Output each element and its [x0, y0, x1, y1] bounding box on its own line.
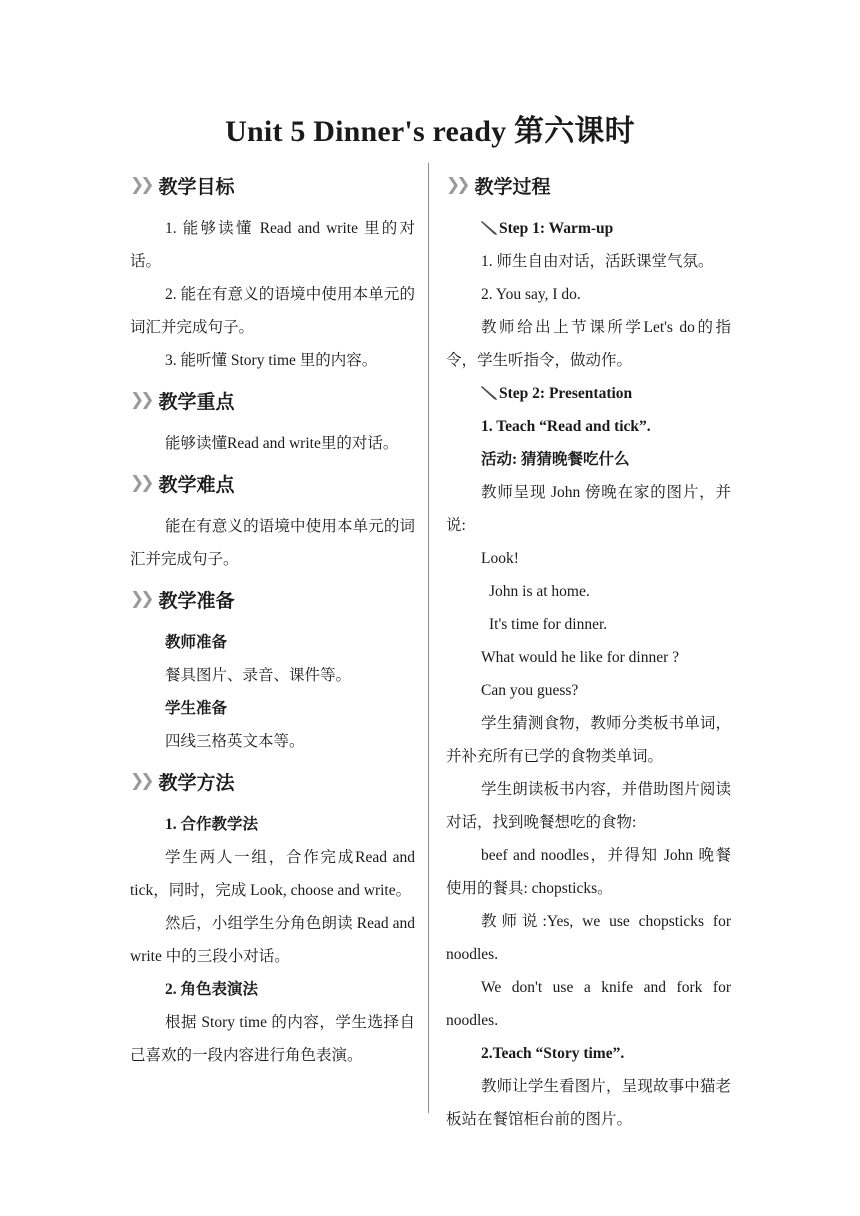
body-text: 教师呈现 John 傍晚在家的图片，并说:: [446, 484, 731, 534]
double-chevron-icon: ❯❯: [130, 175, 151, 195]
student-prep-label: 学生准备: [165, 700, 228, 717]
right-column: [446, 168, 731, 1136]
page-title: Unit 5 Dinner's ready 第六课时: [225, 115, 635, 148]
section-heading-difficult: ❯❯ 教学难点: [130, 473, 235, 496]
dialogue-line: John is at home.: [489, 583, 590, 600]
teacher-prep-label: 教师准备: [165, 634, 228, 651]
teach-heading: 2.Teach “Story time”.: [481, 1045, 625, 1062]
double-chevron-icon: ❯❯: [130, 589, 151, 609]
double-chevron-icon: ❯❯: [446, 175, 467, 195]
step-heading: Step 1: Warm-up: [446, 212, 731, 245]
method-text: 然后，小组学生分角色朗读 Read and write 中的三段小对话。: [130, 915, 415, 965]
teacher-prep-text: 餐具图片、录音、课件等。: [165, 667, 352, 684]
student-prep-text: 四线三格英文本等。: [165, 733, 305, 750]
double-chevron-icon: ❯❯: [130, 771, 151, 791]
body-text: 2. You say, I do.: [481, 286, 581, 303]
section-heading-methods: ❯❯ 教学方法: [130, 771, 235, 794]
method-text: 学生两人一组，合作完成Read and tick，同时，完成 Look, choose and write。: [130, 849, 415, 899]
column-divider: [428, 163, 429, 1113]
body-text: 教师说:Yes, we use chopsticks for noodles.: [446, 913, 731, 963]
left-column: [130, 168, 415, 1072]
method-title: 1. 合作教学法: [165, 816, 259, 833]
body-text: 学生朗读板书内容，并借助图片阅读对话，找到晚餐想吃的食物:: [446, 781, 731, 831]
body-text: 学生猜测食物，教师分类板书单词，并补充所有已学的食物类单词。: [446, 715, 731, 765]
section-heading-prep: ❯❯ 教学准备: [130, 589, 235, 612]
body-text: 1. 师生自由对话，活跃课堂气氛。: [481, 253, 714, 270]
key-point-text: 能够读懂Read and write里的对话。: [165, 435, 399, 452]
dialogue-line: What would he like for dinner ?: [481, 649, 679, 666]
body-text: beef and noodles，并得知 John 晚餐使用的餐具: chopsticks。: [446, 847, 731, 897]
teach-heading: 1. Teach “Read and tick”.: [481, 418, 651, 435]
activity-label: 活动: 猜猜晚餐吃什么: [481, 451, 630, 468]
double-chevron-icon: ❯❯: [130, 390, 151, 410]
section-heading-key: ❯❯ 教学重点: [130, 390, 235, 413]
pen-icon: [481, 212, 499, 245]
double-chevron-icon: ❯❯: [130, 473, 151, 493]
dialogue-line: Can you guess?: [481, 682, 579, 699]
body-text: 教师让学生看图片，呈现故事中猫老板站在餐馆柜台前的图片。: [446, 1078, 731, 1128]
body-text: 教师给出上节课所学Let's do的指令，学生听指令，做动作。: [446, 319, 731, 369]
goal-item: 3. 能听懂 Story time 里的内容。: [165, 352, 378, 369]
body-text: We don't use a knife and fork for noodles.: [446, 979, 731, 1029]
dialogue-line: It's time for dinner.: [489, 616, 608, 633]
section-heading-goals: ❯❯ 教学目标: [130, 175, 235, 198]
dialogue-line: Look!: [481, 550, 519, 567]
goal-item: 2. 能在有意义的语境中使用本单元的词汇并完成句子。: [130, 286, 415, 336]
step-heading: Step 2: Presentation: [446, 377, 731, 410]
pen-icon: [481, 377, 499, 410]
method-text: 根据 Story time 的内容，学生选择自己喜欢的一段内容进行角色表演。: [130, 1014, 415, 1064]
section-heading-process: ❯❯ 教学过程: [446, 175, 551, 198]
goal-item: 1. 能够读懂 Read and write 里的对话。: [130, 220, 415, 270]
difficult-point-text: 能在有意义的语境中使用本单元的词汇并完成句子。: [130, 518, 415, 568]
method-title: 2. 角色表演法: [165, 981, 259, 998]
